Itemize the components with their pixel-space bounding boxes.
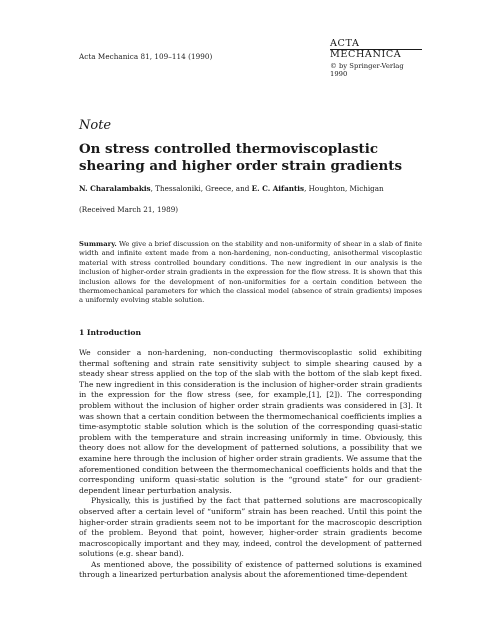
- author-name: N. Charalambakis: [79, 184, 151, 193]
- section-heading: 1 Introduction: [79, 328, 142, 337]
- author-name: E. C. Aifantis: [251, 184, 305, 193]
- author-line: [79, 184, 384, 193]
- journal-citation: Acta Mechanica 81, 109–114 (1990): [79, 52, 213, 61]
- publisher-copyright: © by Springer-Verlag 1990: [330, 62, 404, 78]
- article-title: On stress controlled thermoviscoplastic shearing and higher order strain gradients: [79, 141, 403, 174]
- journal-name: ACTA MECHANICA: [330, 38, 402, 60]
- paragraph: We consider a non-hardening, non-conducting thermoviscoplastic solid exhibiting thermal softening and strain rate sensitivity subject to simple shearing caused by a steady shear stress applied on the top of the slab with the bottom of the slab kept fixed. The new ingredient in this consideration is the inclusion of higher-order strain gradients in the expression for the flow stress (see, for example,[1], [2]). The corresponding problem without the inclusion of higher order strain gradients was considered in [3]. It was shown that a certain condition between the thermomechanical coefficients implies a time-asymptotic stable solution which is the solution of the corresponding quasi-static problem with the temperature and strain increasing uniformly in time. Obviously, this theory does not allow for the development of patterned solutions, a possibility that we examine here through the inclusion of higher order strain gradients. We assume that the aforementioned condition between the thermomechanical coefficients holds and that the corresponding uniform quasi-static solution is the “ground state” for our gradient-dependent linear perturbation analysis.: [79, 348, 422, 495]
- paragraph: Physically, this is justified by the fact that patterned solutions are macroscopically observed after a certain level of “uniform” strain has been reached. Until this point the higher-order strain gradients seem not to be important for the macroscopic description of the problem. Beyond that point, however, higher-order strain gradients become macroscopically important and they may, indeed, control the development of patterned solutions (e.g. shear band).: [79, 496, 422, 559]
- masthead-rule: [330, 49, 422, 50]
- journal-masthead: [330, 38, 422, 78]
- abstract-label: Summary.: [79, 240, 117, 248]
- author-affiliation: , Houghton, Michigan: [304, 184, 384, 193]
- abstract: [79, 240, 422, 306]
- article-type: Note: [79, 118, 112, 133]
- section-body: [79, 348, 422, 581]
- paragraph: As mentioned above, the possibility of existence of patterned solutions is examined through a linearized perturbation analysis about the aforementioned time-dependent: [79, 559, 422, 580]
- received-date: (Received March 21, 1989): [79, 205, 179, 214]
- abstract-text: We give a brief discussion on the stability and non-uniformity of shear in a slab of finite width and infinite extent made from a non-hardening, non-conducting, anisothermal viscoplastic material with stress controlled boundary conditions. The new ingredient in our analysis is the inclusion of higher-order strain gradients in the expression for the flow stress. It is shown that this inclusion allows for the development of non-uniformities for a certain condition between the thermomechanical parameters for which the classical model (absence of strain gradients) imposes a uniformly evolving stable solution.: [79, 240, 422, 305]
- author-affiliation: , Thessaloniki, Greece, and: [150, 184, 252, 193]
